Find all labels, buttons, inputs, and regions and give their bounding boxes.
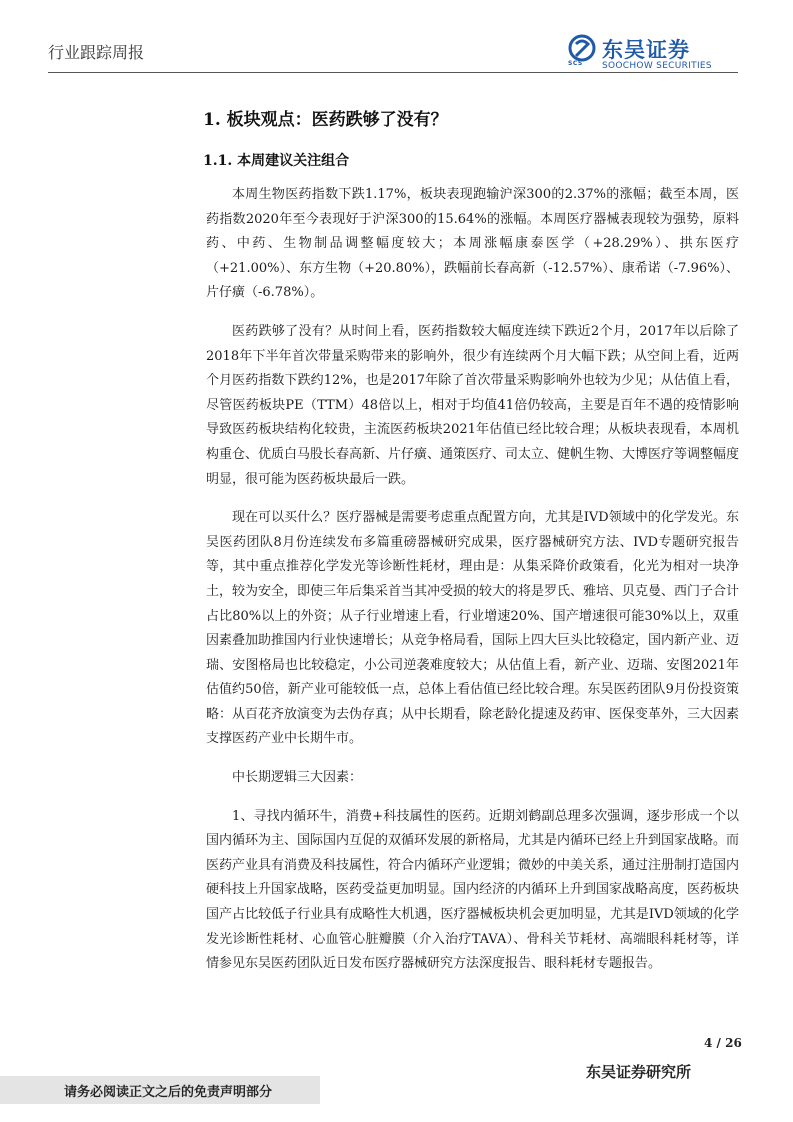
paragraph-factor-one: 1、寻找内循环牛，消费+科技属性的医药。近期刘鹤副总理多次强调，逐步形成一个以国内循环为主、国际国内互促的双循环发展的新格局，尤其是内循环已经上升到国家战略。而医药产业具有消费及科技属性，符合内循环产业逻辑；微妙的中美关系，通过注册制打造国内硬科技上升国家战略，医药受益更加明显。国内经济的内循环上升到国家战略高度，医药板块国产占比较低子行业具有成略性大机遇，医疗器械板块机会更加明显，尤其是IVD领域的化学发光诊断性耗材、心血管心脏瓣膜（介入治疗TAVA）、骨科关节耗材、高端眼科耗材等，详情参见东吴医药团队近日发布医疗器械研究方法深度报告、眼科耗材专题报告。	[206, 808, 740, 972]
report-type-label: 行业跟踪周报	[48, 43, 145, 62]
company-logo-icon	[568, 34, 596, 62]
company-logo	[568, 34, 738, 70]
logo-mark-text: SCS	[568, 60, 583, 67]
research-institute-label: 东吴证券研究所	[586, 1063, 692, 1081]
logo-chinese-name: 东吴证券	[602, 38, 690, 62]
paragraph-what-to-buy: 现在可以买什么？医疗器械是需要考虑重点配置方向，尤其是IVD领域中的化学发光。东吴医药团队8月份连续发布多篇重磅器械研究成果，医疗器械研究方法、IVD专题研究报告等，其中重点推荐化学发光等诊断性耗材，理由是：从集采降价政策看，化光为相对一块净土，较为安全，即使三年后集采首当其冲受损的较大的将是罗氏、雅培、贝克曼、西门子合计占比80%以上的外资；从子行业增速上看，行业增速20%、国产增速很可能30%以上，双重因素叠加助推国内行业快速增长；从竞争格局看，国际上四大巨头比较稳定，国内新产业、迈瑞、安图格局也比较稳定，小公司逆袭难度较大；从估值上看，新产业、迈瑞、安图2021年估值约50倍，新产业可能较低一点，总体上看估值已经比较合理。东吴医药团队9月份投资策略：从百花齐放演变为去伪存真；从中长期看，除老龄化提速及药审、医保变革外，三大因素支撑医药产业中长期牛市。	[206, 510, 740, 747]
section-heading: 1. 板块观点：医药跌够了没有？	[203, 110, 448, 130]
paragraph-has-pharma-fallen-enough: 医药跌够了没有？从时间上看，医药指数较大幅度连续下跌近2个月，2017年以后除了2018年下半年首次带量采购带来的影响外，很少有连续两个月大幅下跌；从空间上看，近两个月医药指数下跌约12%，也是2017年除了首次带量采购影响外也较为少见；从估值上看，尽管医药板块PE（TTM）48倍以上，相对于均值41倍仍较高，主要是百年不遇的疫情影响导致医药板块结构化较贵，主流医药板块2021年估值已经比较合理；从板块表现看，本周机构重仓、优质白马股长春高新、片仔癀、通策医疗、司太立、健帆生物、大博医疗等调整幅度明显，很可能为医药板块最后一跌。	[206, 323, 740, 487]
paragraph-three-factors-heading: 中长期逻辑三大因素：	[232, 770, 363, 786]
logo-english-name: SOOCHOW SECURITIES	[602, 61, 712, 71]
page-number: 4 / 26	[704, 1036, 742, 1050]
footer-disclaimer: 请务必阅读正文之后的免责声明部分	[64, 1085, 273, 1100]
subsection-heading: 1.1. 本周建议关注组合	[203, 153, 350, 169]
paragraph-weekly-performance: 本周生物医药指数下跌1.17%，板块表现跑输沪深300的2.37%的涨幅；截至本周，医药指数2020年至今表现好于沪深300的15.64%的涨幅。本周医疗器械表现较为强势，原料药、中药、生物制品调整幅度较大；本周涨幅康泰医学（+28.29%）、拱东医疗（+21.00%）、东方生物（+20.80%），跌幅前长春高新（-12.57%）、康希诺（-7.96%）、片仔癀（-6.78%）。	[206, 187, 739, 301]
article-body	[206, 183, 739, 991]
header-divider	[48, 72, 738, 73]
